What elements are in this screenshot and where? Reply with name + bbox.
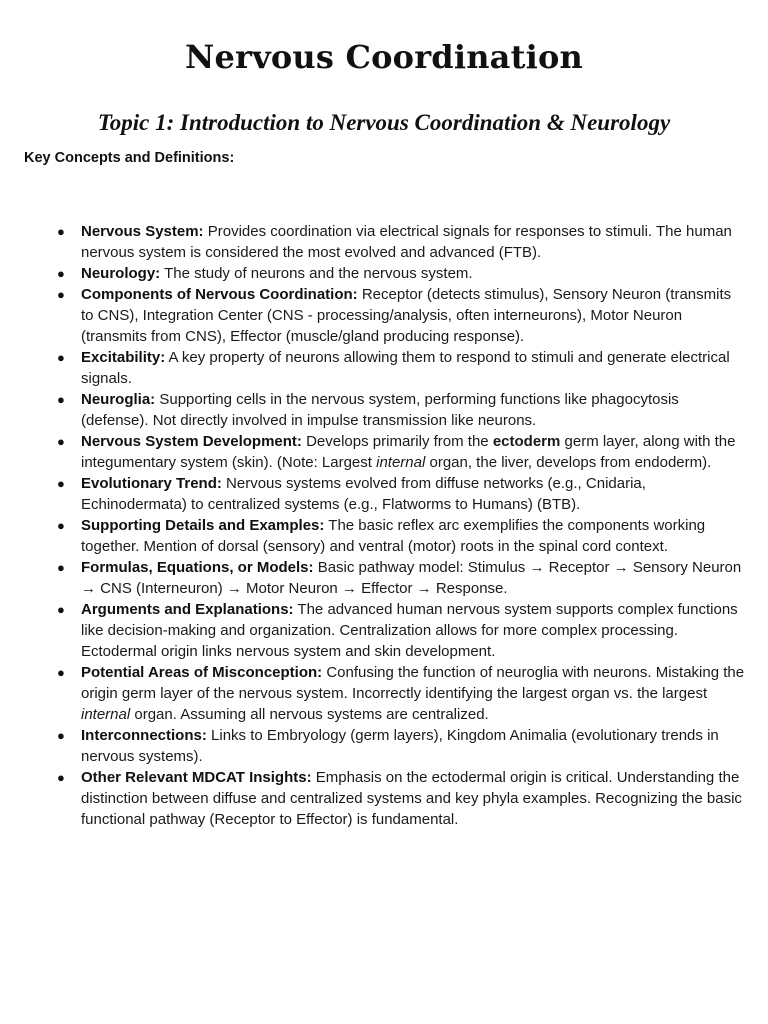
list-item xyxy=(57,599,745,662)
topic-heading: Topic 1: Introduction to Nervous Coordination & Neurology xyxy=(97,110,671,135)
concept-description: Links to Embryology (germ layers), Kingdom Animalia (evolutionary trends in nervous systems). xyxy=(81,727,719,765)
bullet-icon: ● xyxy=(57,287,65,302)
concept-description: organ. Assuming all nervous systems are centralized. xyxy=(130,706,489,723)
concept-description: germ layer, along with the integumentary system (skin). (Note: Largest xyxy=(81,433,736,471)
concept-term: Arguments and Explanations: xyxy=(81,601,294,618)
emphasis-italic: internal xyxy=(81,706,131,723)
document-title: Nervous Coordination xyxy=(185,38,583,76)
concept-list xyxy=(57,221,745,830)
bullet-icon: ● xyxy=(57,476,65,491)
concept-description: Nervous systems evolved from diffuse networks (e.g., Cnidaria, Echinodermata) to centralized systems (e.g., Flatworms to Humans) (BTB). xyxy=(81,475,646,513)
bullet-icon: ● xyxy=(57,266,65,281)
list-item xyxy=(57,473,745,515)
concept-description: A key property of neurons allowing them to respond to stimuli and generate electrical signals. xyxy=(81,349,730,387)
bullet-icon: ● xyxy=(57,350,65,365)
concept-description: The advanced human nervous system supports complex functions like decision-making and organization. Centralization allows for more complex processing. Ectodermal origin links nervous system and skin development. xyxy=(81,601,738,660)
bullet-icon: ● xyxy=(57,434,65,449)
list-item xyxy=(57,431,745,473)
emphasis-italic: internal xyxy=(376,454,426,471)
bullet-icon: ● xyxy=(57,728,65,743)
concept-term: Potential Areas of Misconception: xyxy=(81,664,323,681)
emphasis-bold: ectoderm xyxy=(492,433,561,450)
concept-description: organ, the liver, develops from endoderm). xyxy=(425,454,712,471)
concept-description: Receptor (detects stimulus), Sensory Neuron (transmits to CNS), Integration Center (CNS - processing/analysis, often interneurons), Motor Neuron (transmits from CNS), Effector (muscle/gland producing response). xyxy=(81,286,732,345)
list-item xyxy=(57,515,745,557)
concept-term: Components of Nervous Coordination: xyxy=(81,286,358,303)
concept-term: Supporting Details and Examples: xyxy=(81,517,325,534)
list-item xyxy=(57,221,745,263)
concept-description: The study of neurons and the nervous system. xyxy=(160,265,473,282)
bullet-icon: ● xyxy=(57,392,65,407)
list-item xyxy=(57,263,745,284)
bullet-icon: ● xyxy=(57,665,65,680)
list-item xyxy=(57,284,745,347)
bullet-icon: ● xyxy=(57,560,65,575)
list-item xyxy=(57,347,745,389)
bullet-icon: ● xyxy=(57,602,65,617)
concept-term: Interconnections: xyxy=(81,727,207,744)
concept-term: Neurology: xyxy=(81,265,161,282)
concept-term: Formulas, Equations, or Models: xyxy=(81,559,314,576)
concept-term: Excitability: xyxy=(81,349,166,366)
bullet-icon: ● xyxy=(57,224,65,239)
list-item xyxy=(57,725,745,767)
concept-description: Provides coordination via electrical signals for responses to stimuli. The human nervous system is considered the most evolved and advanced (FTB). xyxy=(81,223,732,261)
list-item xyxy=(57,389,745,431)
list-item xyxy=(57,557,745,599)
concept-term: Nervous System Development: xyxy=(81,433,302,450)
concept-description: Develops primarily from the xyxy=(301,433,493,450)
concept-description: Supporting cells in the nervous system, performing functions like phagocytosis (defense). Not directly involved in impulse transmission like neurons. xyxy=(81,391,679,429)
list-item xyxy=(57,662,745,725)
concept-term: Neuroglia: xyxy=(81,391,156,408)
section-label: Key Concepts and Definitions: xyxy=(24,150,235,166)
concept-description: The basic reflex arc exemplifies the components working together. Mention of dorsal (sensory) and ventral (motor) roots in the spinal cord context. xyxy=(81,517,706,555)
concept-description: Emphasis on the ectodermal origin is critical. Understanding the distinction between diffuse and centralized systems and key phyla examples. Recognizing the basic functional pathway (Receptor to Effector) is fundamental. xyxy=(81,769,742,828)
concept-description: Confusing the function of neuroglia with neurons. Mistaking the origin germ layer of the nervous system. Incorrectly identifying the largest organ vs. the largest xyxy=(81,664,745,702)
concept-term: Evolutionary Trend: xyxy=(81,475,222,492)
concept-description: Basic pathway model: Stimulus → Receptor → Sensory Neuron → CNS (Interneuron) → Motor Neuron → Effector → Response. xyxy=(81,559,742,597)
list-item xyxy=(57,767,745,830)
concept-term: Nervous System: xyxy=(81,223,204,240)
bullet-icon: ● xyxy=(57,518,65,533)
bullet-icon: ● xyxy=(57,770,65,785)
concept-term: Other Relevant MDCAT Insights: xyxy=(81,769,312,786)
